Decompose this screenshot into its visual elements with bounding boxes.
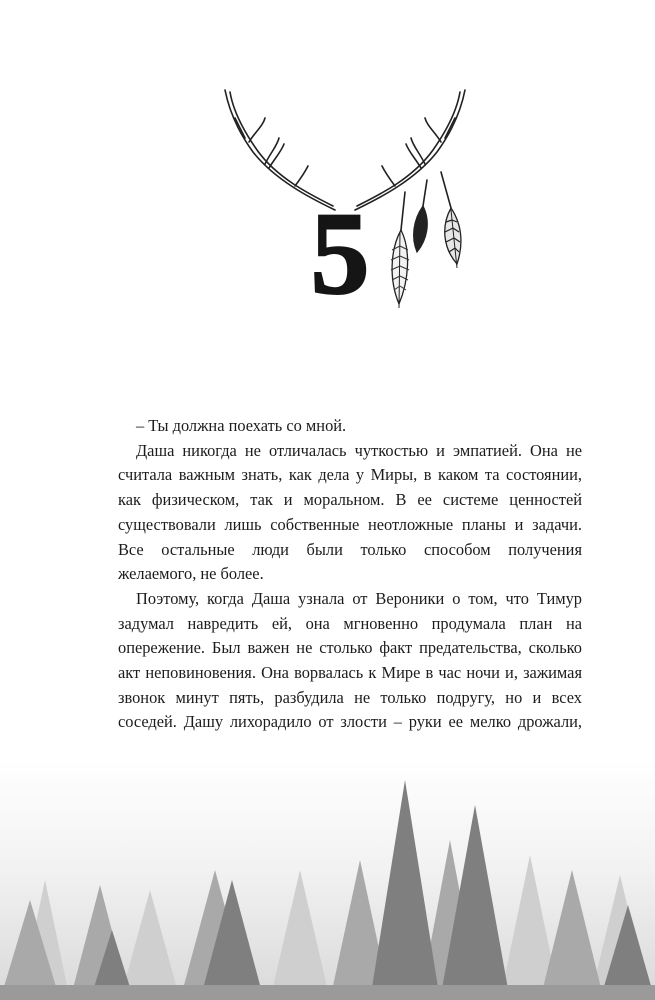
- chapter-text: [118, 414, 582, 735]
- paragraph: Поэтому, когда Даша узнала от Вероники о том, что Тимур задумал навредить ей, она мгновенно продумала план на опережение. Был важен не столько факт предательства, сколько акт неповиновения. Она ворвалась к Мире в час ночи и, зажимая звонок минут пять, разбудила не только подругу, но и всех соседей. Дашу лихорадило от злости – руки ее мелко дрожали,: [118, 588, 582, 732]
- chapter-number: [308, 195, 372, 305]
- feather-icon: [414, 206, 428, 252]
- feather-icon: [391, 230, 409, 308]
- paragraph-dialogue: – Ты должна поехать со мной.: [136, 416, 347, 435]
- foggy-forest-icon: [0, 760, 655, 1000]
- feather-icon: [445, 208, 461, 268]
- chapter-number-text: 5: [310, 195, 370, 305]
- paragraph: Даша никогда не отличалась чуткостью и эмпатией. Она не считала важным знать, как дела у Миры, в каком та состоянии, как физическом, так и моральном. В ее системе ценностей существовали лишь собственные неотложные планы и задачи. Все остальные люди были только способом получения желаемого, не более.: [118, 440, 582, 584]
